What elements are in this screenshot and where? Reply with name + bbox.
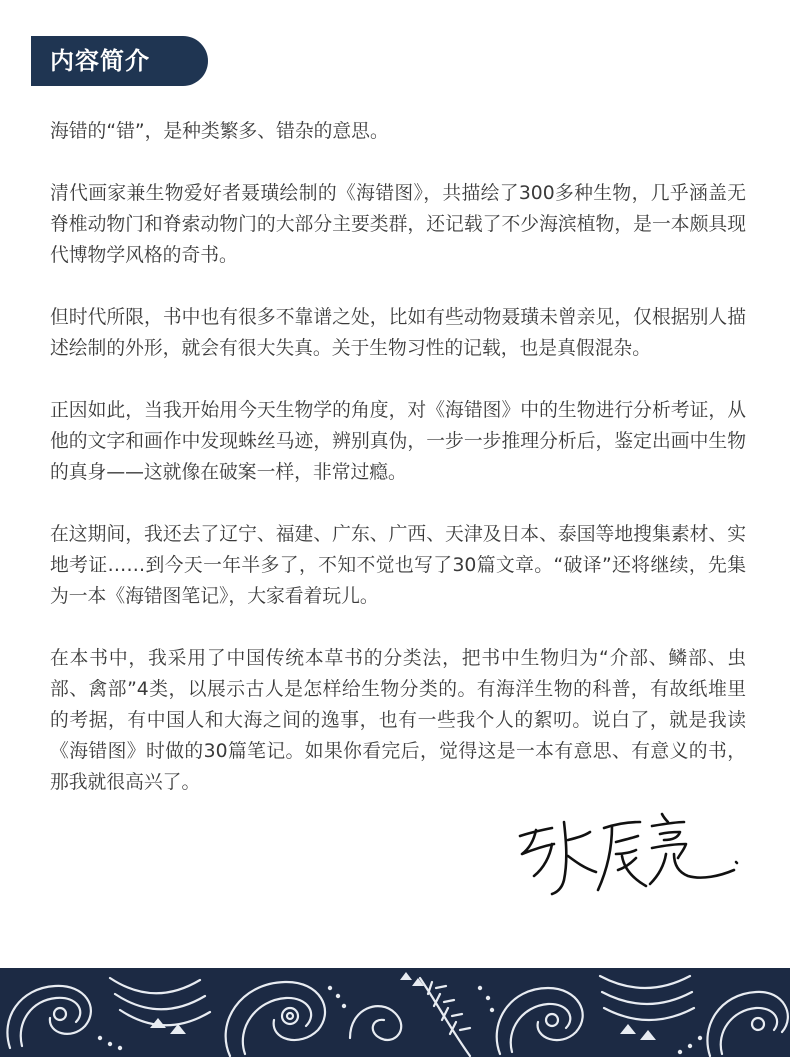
paragraph: 但时代所限，书中也有很多不靠谱之处，比如有些动物聂璜未曾亲见，仅根据别人描述绘制的外形，就会有很大失真。关于生物习性的记载，也是真假混杂。	[50, 307, 746, 359]
paragraph: 海错的“错”，是种类繁多、错杂的意思。	[50, 121, 389, 142]
paisley-pattern	[0, 968, 790, 1057]
paragraph: 清代画家兼生物爱好者聂璜绘制的《海错图》，共描绘了300多种生物，几乎涵盖无脊椎动物门和脊索动物门的大部分主要类群，还记载了不少海滨植物，是一本颇具现代博物学风格的奇书。	[50, 183, 746, 266]
signature-drawing	[512, 806, 742, 906]
author-signature	[512, 806, 742, 906]
decorative-batik-pattern	[0, 968, 790, 1057]
paragraph: 在本书中，我采用了中国传统本草书的分类法，把书中生物归为“介部、鳞部、虫部、禽部”4类，以展示古人是怎样给生物分类的。有海洋生物的科普，有故纸堆里的考据，有中国人和大海之间的逸事，也有一些我个人的絮叨。说白了，就是我读《海错图》时做的30篇笔记。如果你看完后，觉得这是一本有意思、有意义的书，那我就很高兴了。	[50, 648, 746, 793]
intro-content	[50, 116, 746, 829]
paragraph: 在这期间，我还去了辽宁、福建、广东、广西、天津及日本、泰国等地搜集素材、实地考证……到今天一年半多了，不知不觉也写了30篇文章。“破译”还将继续，先集为一本《海错图笔记》，大家看着玩儿。	[50, 524, 746, 607]
section-title: 内容简介	[31, 36, 208, 86]
paragraph: 正因如此，当我开始用今天生物学的角度，对《海错图》中的生物进行分析考证，从他的文字和画作中发现蛛丝马迹，辨别真伪，一步一步推理分析后，鉴定出画中生物的真身——这就像在破案一样，非常过瘾。	[50, 400, 746, 483]
